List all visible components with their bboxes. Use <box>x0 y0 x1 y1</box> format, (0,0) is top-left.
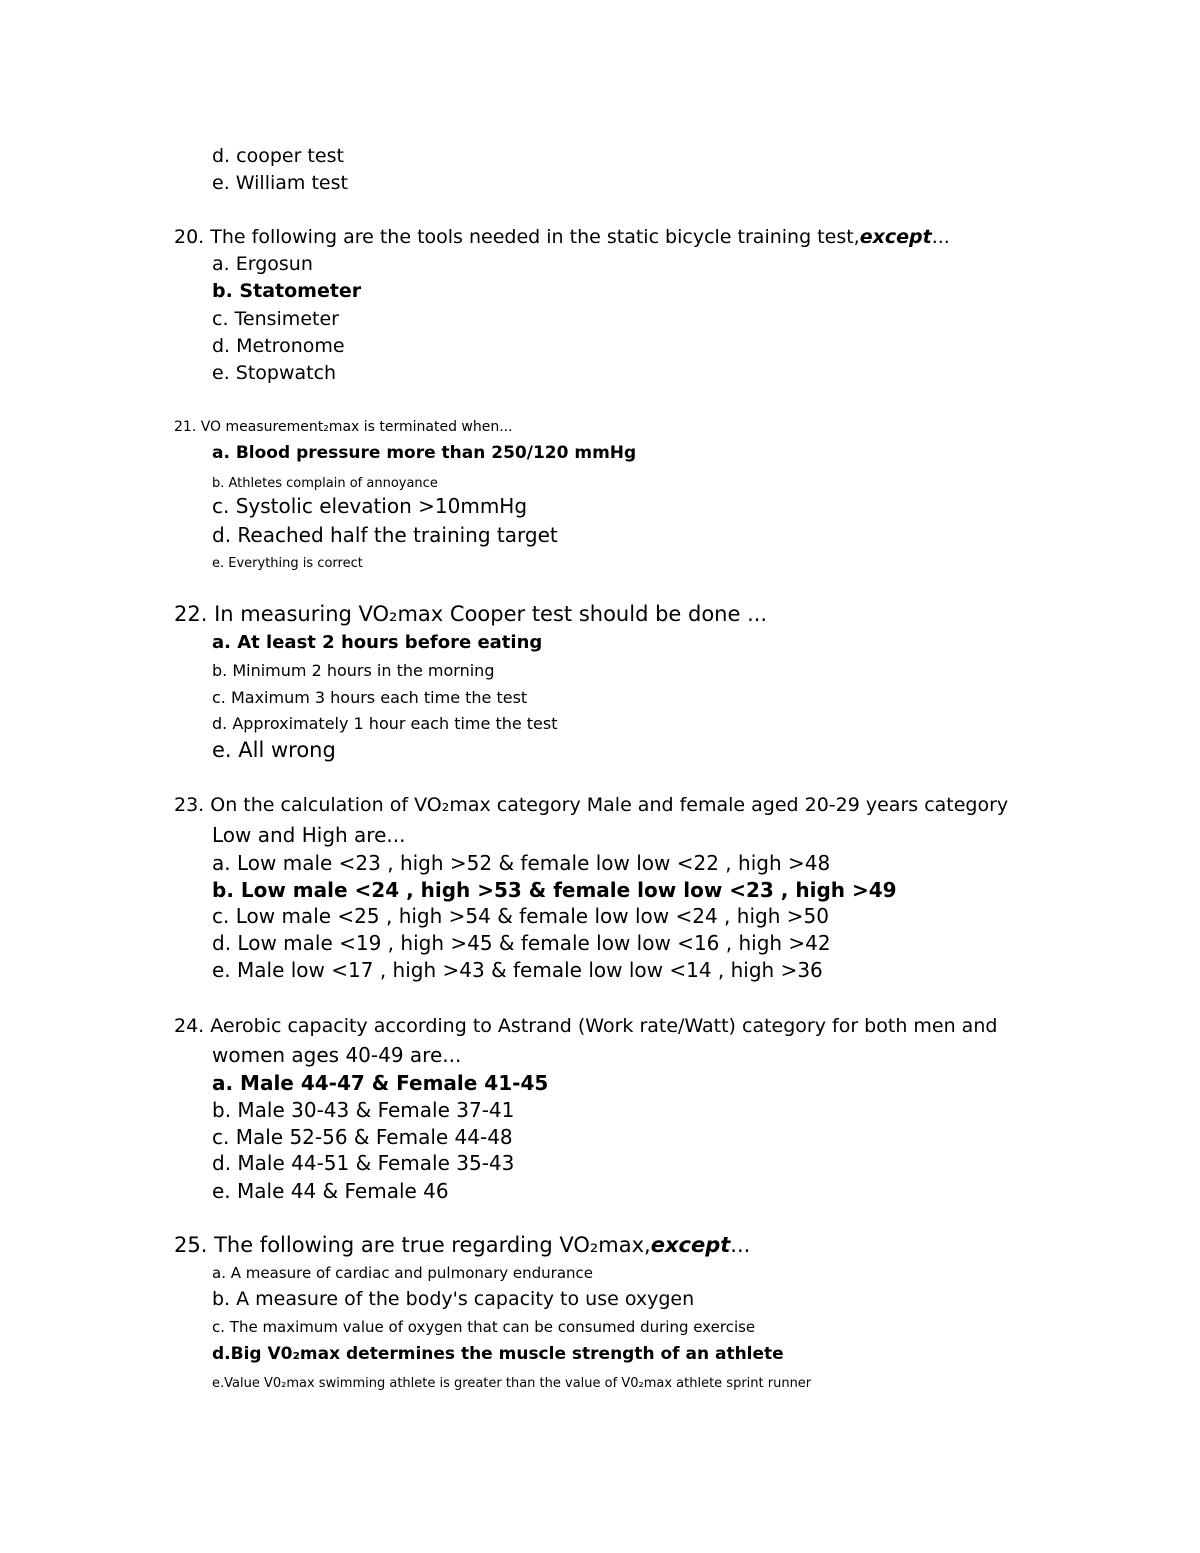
option-20-d: d. Metronome <box>212 335 345 357</box>
option-20-a: a. Ergosun <box>212 253 313 275</box>
option-23-c: c. Low male <25 , high >54 & female low low <24 , high >50 <box>212 904 829 928</box>
option-21-b: b. Athletes complain of annoyance <box>212 476 438 491</box>
question-22-stem: 22. In measuring VO₂max Cooper test should be done ... <box>174 602 768 626</box>
question-23-stem: 23. On the calculation of VO₂max category Male and female aged 20-29 years category <box>174 794 1009 816</box>
question-25-ellipsis: ... <box>730 1233 751 1257</box>
question-24-stem: 24. Aerobic capacity according to Astrand (Work rate/Watt) category for both men and <box>174 1015 998 1037</box>
option-25-e: e.Value V0₂max swimming athlete is greater than the value of V0₂max athlete sprint runner <box>212 1376 812 1391</box>
option-23-d: d. Low male <19 , high >45 & female low low <16 , high >42 <box>212 931 831 955</box>
question-20-except: except <box>859 226 932 248</box>
option-20-b-answer: b. Statometer <box>212 280 362 302</box>
question-21-stem: 21. VO measurement₂max is terminated when... <box>174 419 513 435</box>
option-22-c: c. Maximum 3 hours each time the test <box>212 688 528 707</box>
option-19-e: e. William test <box>212 172 348 194</box>
option-22-a-answer: a. At least 2 hours before eating <box>212 632 543 653</box>
option-22-d: d. Approximately 1 hour each time the test <box>212 714 558 733</box>
question-23-stem-cont: Low and High are... <box>212 823 406 847</box>
question-25-except: except <box>650 1233 731 1257</box>
option-23-e: e. Male low <17 , high >43 & female low low <14 , high >36 <box>212 958 823 982</box>
option-20-e: e. Stopwatch <box>212 362 337 384</box>
option-21-c: c. Systolic elevation >10mmHg <box>212 494 528 518</box>
question-20-stem <box>174 228 950 247</box>
question-25-stem <box>174 1235 750 1256</box>
option-24-b: b. Male 30-43 & Female 37-41 <box>212 1098 515 1122</box>
question-20-text: 20. The following are the tools needed in the static bicycle training test, <box>174 226 860 248</box>
option-22-b: b. Minimum 2 hours in the morning <box>212 661 495 680</box>
option-24-e: e. Male 44 & Female 46 <box>212 1179 449 1203</box>
option-25-c: c. The maximum value of oxygen that can be consumed during exercise <box>212 1318 756 1336</box>
option-20-c: c. Tensimeter <box>212 308 339 330</box>
option-21-d: d. Reached half the training target <box>212 523 558 547</box>
question-25-text: 25. The following are true regarding VO₂max, <box>174 1233 651 1257</box>
option-25-a: a. A measure of cardiac and pulmonary endurance <box>212 1264 593 1282</box>
question-24-stem-cont: women ages 40-49 are... <box>212 1043 462 1067</box>
option-21-a-answer: a. Blood pressure more than 250/120 mmHg <box>212 443 637 463</box>
option-21-e: e. Everything is correct <box>212 556 363 571</box>
option-24-d: d. Male 44-51 & Female 35-43 <box>212 1151 515 1175</box>
option-25-d-answer: d.Big V0₂max determines the muscle strength of an athlete <box>212 1344 784 1364</box>
option-22-e: e. All wrong <box>212 738 336 762</box>
option-25-b: b. A measure of the body's capacity to use oxygen <box>212 1288 695 1310</box>
option-24-a-answer: a. Male 44-47 & Female 41-45 <box>212 1071 549 1095</box>
option-24-c: c. Male 52-56 & Female 44-48 <box>212 1125 513 1149</box>
option-19-d: d. cooper test <box>212 145 344 167</box>
option-23-b-answer: b. Low male <24 , high >53 & female low low <23 , high >49 <box>212 878 897 902</box>
option-23-a: a. Low male <23 , high >52 & female low low <22 , high >48 <box>212 851 831 875</box>
question-20-ellipsis: ... <box>931 226 950 248</box>
